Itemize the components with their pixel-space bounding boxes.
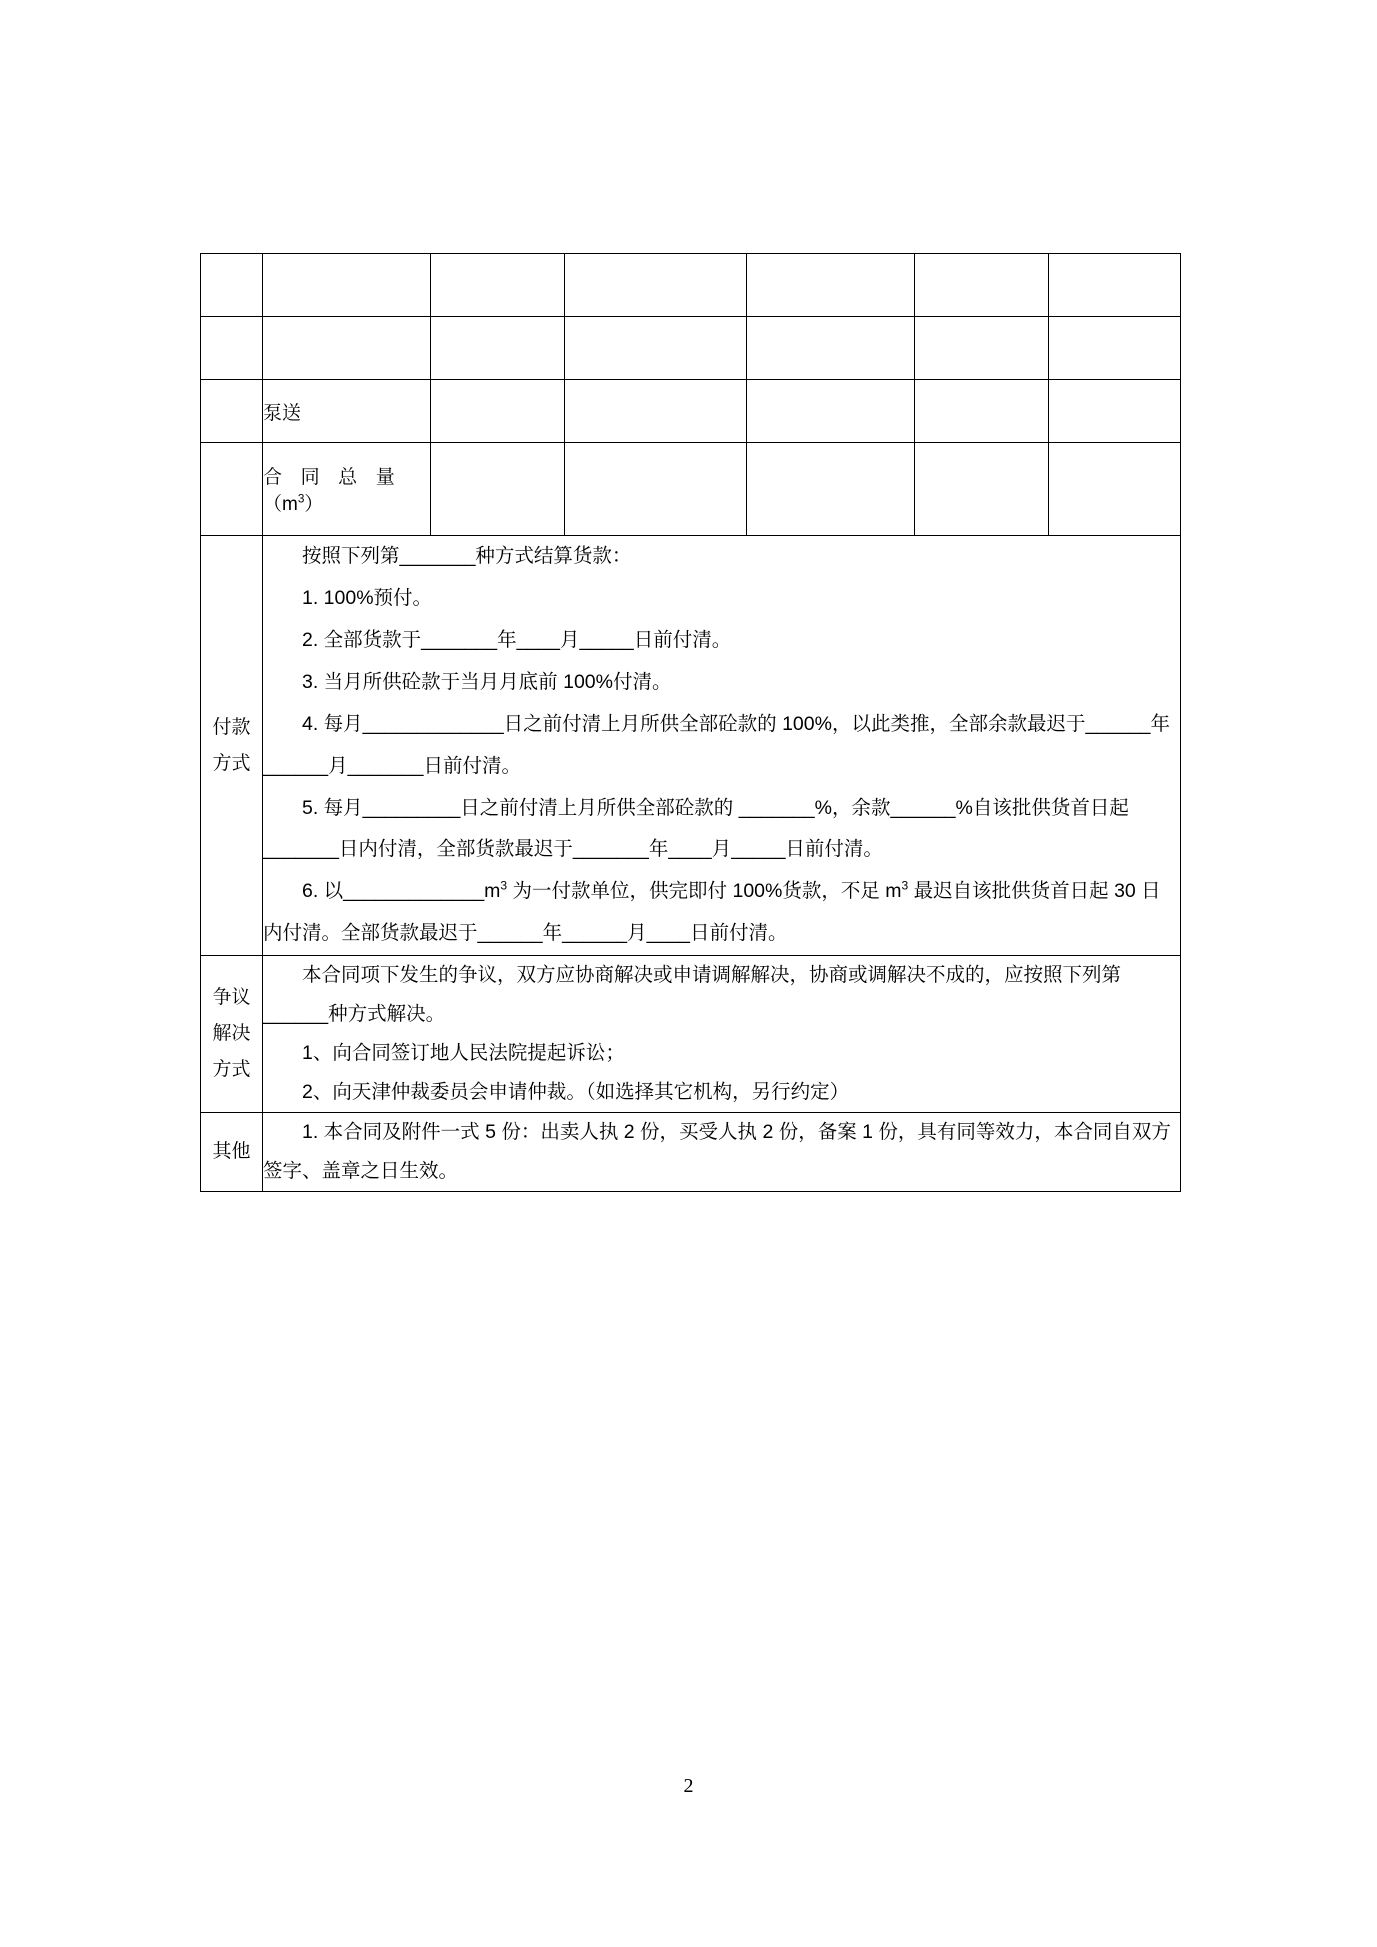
cell — [263, 254, 431, 317]
table-row-pump — [201, 380, 1181, 443]
section-payment — [201, 536, 1181, 956]
section-dispute — [201, 956, 1181, 1113]
payment-label — [201, 536, 263, 956]
cell — [915, 380, 1049, 443]
cell — [1049, 380, 1181, 443]
dispute-label-line2: 解决 — [212, 1023, 251, 1045]
other-label-line1: 其他 — [212, 1141, 251, 1163]
table-row-total — [201, 443, 1181, 536]
cell — [431, 254, 565, 317]
total-volume-label-line2: $(m^3)$ — [263, 492, 324, 515]
cell — [1049, 317, 1181, 380]
table-row — [201, 254, 1181, 317]
dispute-p2: 2、向天津仲裁委员会申请仲裁。（如选择其它机构，另行约定） — [302, 1081, 850, 1104]
payment-p1: 1. 100%预付。 — [302, 586, 433, 609]
cell — [565, 443, 747, 536]
other-body — [263, 1113, 1181, 1192]
cell — [431, 443, 565, 536]
dispute-label-line3: 方式 — [212, 1059, 251, 1081]
cell — [431, 380, 565, 443]
dispute-body — [263, 956, 1181, 1113]
row-label-cell — [201, 254, 263, 317]
cell — [565, 254, 747, 317]
total-volume-label-line1: 合 同 总 量 — [263, 467, 402, 488]
cell — [565, 380, 747, 443]
payment-body — [263, 536, 1181, 956]
payment-p6: 6. 以$\_\_\_\_\_\_\_\_\_\_\_\_\_m^3$ 为一付款单位，供完即付 100%货款，不足 $m^3$ 最迟自该批供货首日起 30 日内付清。全部货款最迟于______年______月____日前付清。 — [263, 878, 1161, 945]
payment-p0: 按照下列第_______种方式结算货款： — [302, 545, 632, 567]
row-label-cell — [201, 317, 263, 380]
dispute-p1: 1、向合同签订地人民法院提起诉讼； — [302, 1042, 625, 1065]
payment-p4: 4. 每月_____________日之前付清上月所供全部砼款的 100%，以此类推，全部余款最迟于______年______月_______日前付清。 — [263, 712, 1171, 777]
dispute-p0: 本合同项下发生的争议，双方应协商解决或申请调解解决，协商或调解决不成的，应按照下列第______种方式解决。 — [263, 964, 1122, 1026]
dispute-label — [201, 956, 263, 1113]
payment-p5: 5. 每月_________日之前付清上月所供全部砼款的 _______%，余款______%自该批供货首日起_______日内付清，全部货款最迟于_______年____月_____日前付清。 — [263, 796, 1129, 861]
cell — [431, 317, 565, 380]
cell — [747, 443, 915, 536]
section-other — [201, 1113, 1181, 1192]
cell — [915, 254, 1049, 317]
pump-label: 泵送 — [263, 380, 431, 443]
row-label-cell — [201, 443, 263, 536]
payment-p2: 2. 全部货款于_______年____月_____日前付清。 — [302, 628, 732, 651]
payment-p3: 3. 当月所供砼款于当月月底前 100%付清。 — [302, 670, 672, 693]
payment-label-line1: 付款 — [212, 716, 251, 738]
other-p0: 1. 本合同及附件一式 5 份：出卖人执 2 份，买受人执 2 份，备案 1 份，具有同等效力，本合同自双方签字、盖章之日生效。 — [263, 1121, 1171, 1183]
page-number: 2 — [683, 1775, 694, 1797]
cell — [915, 317, 1049, 380]
row-label-cell — [201, 380, 263, 443]
cell — [747, 254, 915, 317]
dispute-label-line1: 争议 — [212, 987, 251, 1009]
other-label — [201, 1113, 263, 1192]
total-volume-label — [263, 443, 431, 536]
cell — [915, 443, 1049, 536]
cell — [747, 380, 915, 443]
contract-table — [200, 253, 1181, 1192]
table-row — [201, 317, 1181, 380]
payment-label-line2: 方式 — [212, 752, 251, 774]
cell — [263, 317, 431, 380]
cell — [565, 317, 747, 380]
cell — [747, 317, 915, 380]
cell — [1049, 254, 1181, 317]
cell — [1049, 443, 1181, 536]
